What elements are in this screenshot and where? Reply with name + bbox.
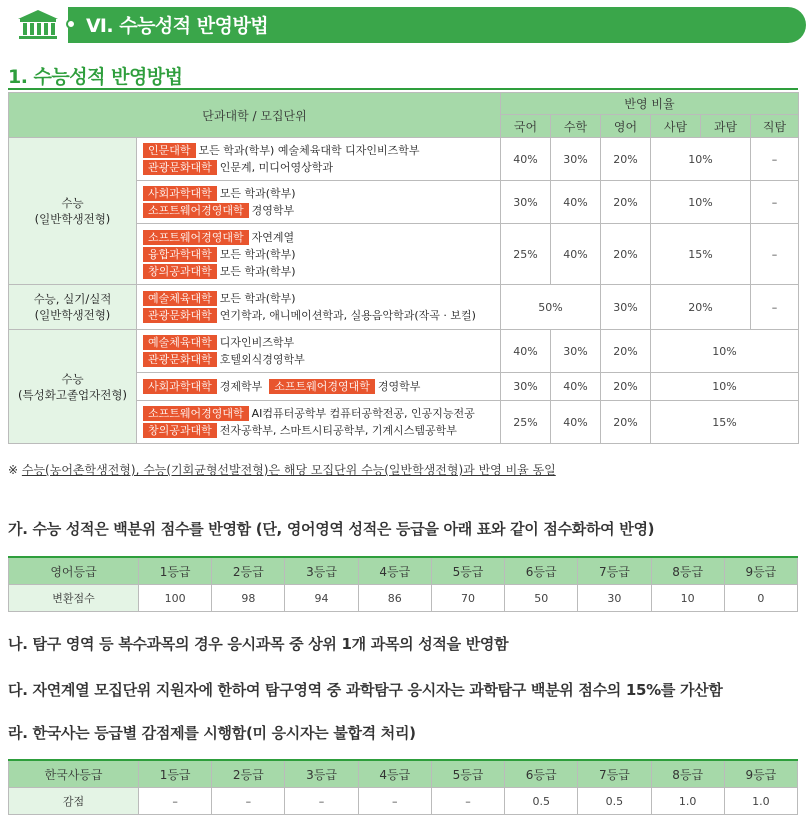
history-grade-header: 한국사등급 [9, 760, 139, 788]
unit-text: 인문계, 미디어영상학과 [219, 161, 334, 174]
unit-text: 모든 학과(학부) [219, 292, 296, 305]
paragraph-na: 나. 탐구 영역 등 복수과목의 경우 응시과목 중 상위 1개 과목의 성적을 반영함 [8, 635, 509, 653]
grade-label: 8등급 [651, 760, 724, 788]
unit-text: 모든 학과(학부) [219, 264, 296, 278]
grade-label: 4등급 [358, 557, 431, 585]
unit-text: 모든 학과(학부) [219, 247, 296, 261]
ratio-value: 20% [601, 181, 651, 224]
college-tag: 소프트웨어경영대학 [143, 230, 249, 245]
unit-cell [137, 181, 501, 224]
grade-label: 6등급 [505, 557, 578, 585]
unit-cell [137, 285, 501, 330]
college-tag: 창의공과대학 [143, 264, 217, 279]
score-value: 100 [139, 585, 212, 612]
college-tag: 관광문화대학 [143, 308, 217, 323]
college-tag: 소프트웨어경영대학 [143, 406, 249, 421]
unit-text: 모든 학과(학부) [219, 187, 296, 200]
paragraph-ra: 라. 한국사는 등급별 감점제를 시행함(미 응시자는 불합격 처리) [8, 724, 416, 742]
ratio-value: – [751, 181, 799, 224]
deduction-header: 감점 [9, 788, 139, 815]
section-banner [6, 3, 806, 47]
unit-text: 연기학과, 애니메이션학과, 실용음악학과(작곡 · 보컬) [219, 309, 476, 322]
institution-icon [6, 3, 68, 47]
ratio-value: 20% [601, 330, 651, 373]
ratio-value: 40% [551, 401, 601, 444]
table-row [9, 138, 799, 181]
deduction-value: – [431, 788, 504, 815]
grade-label: 4등급 [358, 760, 431, 788]
paragraph-da: 다. 자연계열 모집단위 지원자에 한하여 탐구영역 중 과학탐구 응시자는 과학탐구 백분위 점수의 15%를 가산함 [8, 681, 723, 699]
score-value: 98 [212, 585, 285, 612]
ratio-value: 10% [651, 138, 751, 181]
score-value: 30 [578, 585, 651, 612]
group-label: 수능 (특성화고졸업자전형) [9, 330, 137, 444]
college-tag: 사회과학대학 [143, 379, 217, 394]
grade-label: 9등급 [724, 557, 797, 585]
subject-english: 영어 [601, 115, 651, 138]
college-tag: 창의공과대학 [143, 423, 217, 438]
grade-label: 1등급 [139, 760, 212, 788]
ratio-value: 10% [651, 181, 751, 224]
score-value: 0 [724, 585, 797, 612]
ratio-value: 15% [651, 401, 799, 444]
score-value: 50 [505, 585, 578, 612]
deduction-value: – [285, 788, 358, 815]
subject-korean: 국어 [501, 115, 551, 138]
unit-text: AI컴퓨터공학부 컴퓨터공학전공, 인공지능전공 [251, 407, 475, 420]
ratio-value: 40% [551, 224, 601, 285]
ratio-value: 20% [601, 138, 651, 181]
section-title: 1. 수능성적 반영방법 [8, 66, 183, 88]
ratio-value: 15% [651, 224, 751, 285]
unit-cell [137, 401, 501, 444]
unit-cell [137, 373, 501, 401]
grade-label: 7등급 [578, 760, 651, 788]
deduction-value: – [139, 788, 212, 815]
ratio-value: 30% [601, 285, 651, 330]
ratio-value: 40% [501, 138, 551, 181]
grade-label: 2등급 [212, 557, 285, 585]
deduction-value: – [358, 788, 431, 815]
score-value: 94 [285, 585, 358, 612]
grade-label: 9등급 [724, 760, 797, 788]
ratio-value: – [751, 224, 799, 285]
grade-label: 8등급 [651, 557, 724, 585]
college-tag: 관광문화대학 [143, 352, 217, 367]
college-tag: 예술체육대학 [143, 291, 217, 306]
score-value: 10 [651, 585, 724, 612]
unit-text: 디자인비즈학부 [219, 336, 295, 349]
grade-label: 1등급 [139, 557, 212, 585]
ratio-value: 50% [501, 285, 601, 330]
note-mark: ※ [8, 463, 22, 477]
subject-science: 과탐 [701, 115, 751, 138]
ratio-value: – [751, 138, 799, 181]
ratio-value: – [751, 285, 799, 330]
unit-text: 자연계열 [251, 230, 295, 244]
college-tag: 사회과학대학 [143, 186, 217, 201]
ratio-table [8, 92, 799, 444]
ratio-value: 25% [501, 401, 551, 444]
grade-label: 6등급 [505, 760, 578, 788]
college-tag: 예술체육대학 [143, 335, 217, 350]
college-tag: 융합과학대학 [143, 247, 217, 262]
banner-title: Ⅵ. 수능성적 반영방법 [86, 15, 269, 37]
group-label: 수능, 실기/실적 (일반학생전형) [9, 285, 137, 330]
grade-label: 7등급 [578, 557, 651, 585]
grade-label: 5등급 [431, 557, 504, 585]
grade-label: 2등급 [212, 760, 285, 788]
table-row [9, 285, 799, 330]
score-value: 70 [431, 585, 504, 612]
note-text: 수능(농어촌학생전형), 수능(기회균형선발전형)은 해당 모집단위 수능(일반학생전형)과 반영 비율 동일 [21, 463, 556, 477]
ratio-value: 30% [551, 330, 601, 373]
english-grade-table [8, 556, 798, 612]
score-value: 86 [358, 585, 431, 612]
english-grade-header: 영어등급 [9, 557, 139, 585]
unit-cell [137, 138, 501, 181]
section-rule [8, 88, 798, 90]
ratio-value: 20% [601, 373, 651, 401]
ratio-value: 30% [501, 373, 551, 401]
college-tag: 소프트웨어경영대학 [269, 379, 375, 394]
banner-dot [66, 19, 76, 29]
ratio-value: 20% [651, 285, 751, 330]
footnote [8, 461, 556, 478]
unit-text: 경영학부 [377, 380, 421, 393]
grade-label: 3등급 [285, 557, 358, 585]
unit-text: 경제학부 [219, 380, 263, 393]
deduction-value: 0.5 [505, 788, 578, 815]
ratio-value: 20% [601, 224, 651, 285]
subject-social: 사탐 [651, 115, 701, 138]
header-unit: 단과대학 / 모집단위 [9, 93, 501, 138]
paragraph-ga: 가. 수능 성적은 백분위 점수를 반영함 (단, 영어영역 성적은 등급을 아래 표와 같이 점수화하여 반영) [8, 520, 655, 538]
group-label: 수능 (일반학생전형) [9, 138, 137, 285]
unit-cell [137, 330, 501, 373]
ratio-value: 40% [551, 373, 601, 401]
deduction-value: 1.0 [651, 788, 724, 815]
ratio-value: 40% [501, 330, 551, 373]
unit-cell [137, 224, 501, 285]
ratio-value: 40% [551, 181, 601, 224]
deduction-value: 0.5 [578, 788, 651, 815]
table-row [9, 330, 799, 373]
unit-text: 모든 학과(학부) 예술체육대학 디자인비즈학부 [198, 144, 420, 157]
ratio-value: 25% [501, 224, 551, 285]
header-ratio: 반영 비율 [501, 93, 799, 115]
ratio-value: 20% [601, 401, 651, 444]
history-grade-table [8, 759, 798, 815]
subject-vocational: 직탐 [751, 115, 799, 138]
deduction-value: – [212, 788, 285, 815]
ratio-value: 30% [551, 138, 601, 181]
college-tag: 인문대학 [143, 143, 196, 158]
grade-label: 5등급 [431, 760, 504, 788]
college-tag: 관광문화대학 [143, 160, 217, 175]
ratio-value: 10% [651, 330, 799, 373]
unit-text: 경영학부 [251, 204, 295, 217]
ratio-value: 10% [651, 373, 799, 401]
grade-label: 3등급 [285, 760, 358, 788]
deduction-value: 1.0 [724, 788, 797, 815]
subject-math: 수학 [551, 115, 601, 138]
college-tag: 소프트웨어경영대학 [143, 203, 249, 218]
ratio-value: 30% [501, 181, 551, 224]
converted-score-header: 변환점수 [9, 585, 139, 612]
unit-text: 전자공학부, 스마트시티공학부, 기계시스템공학부 [219, 424, 457, 437]
unit-text: 호텔외식경영학부 [219, 353, 305, 366]
